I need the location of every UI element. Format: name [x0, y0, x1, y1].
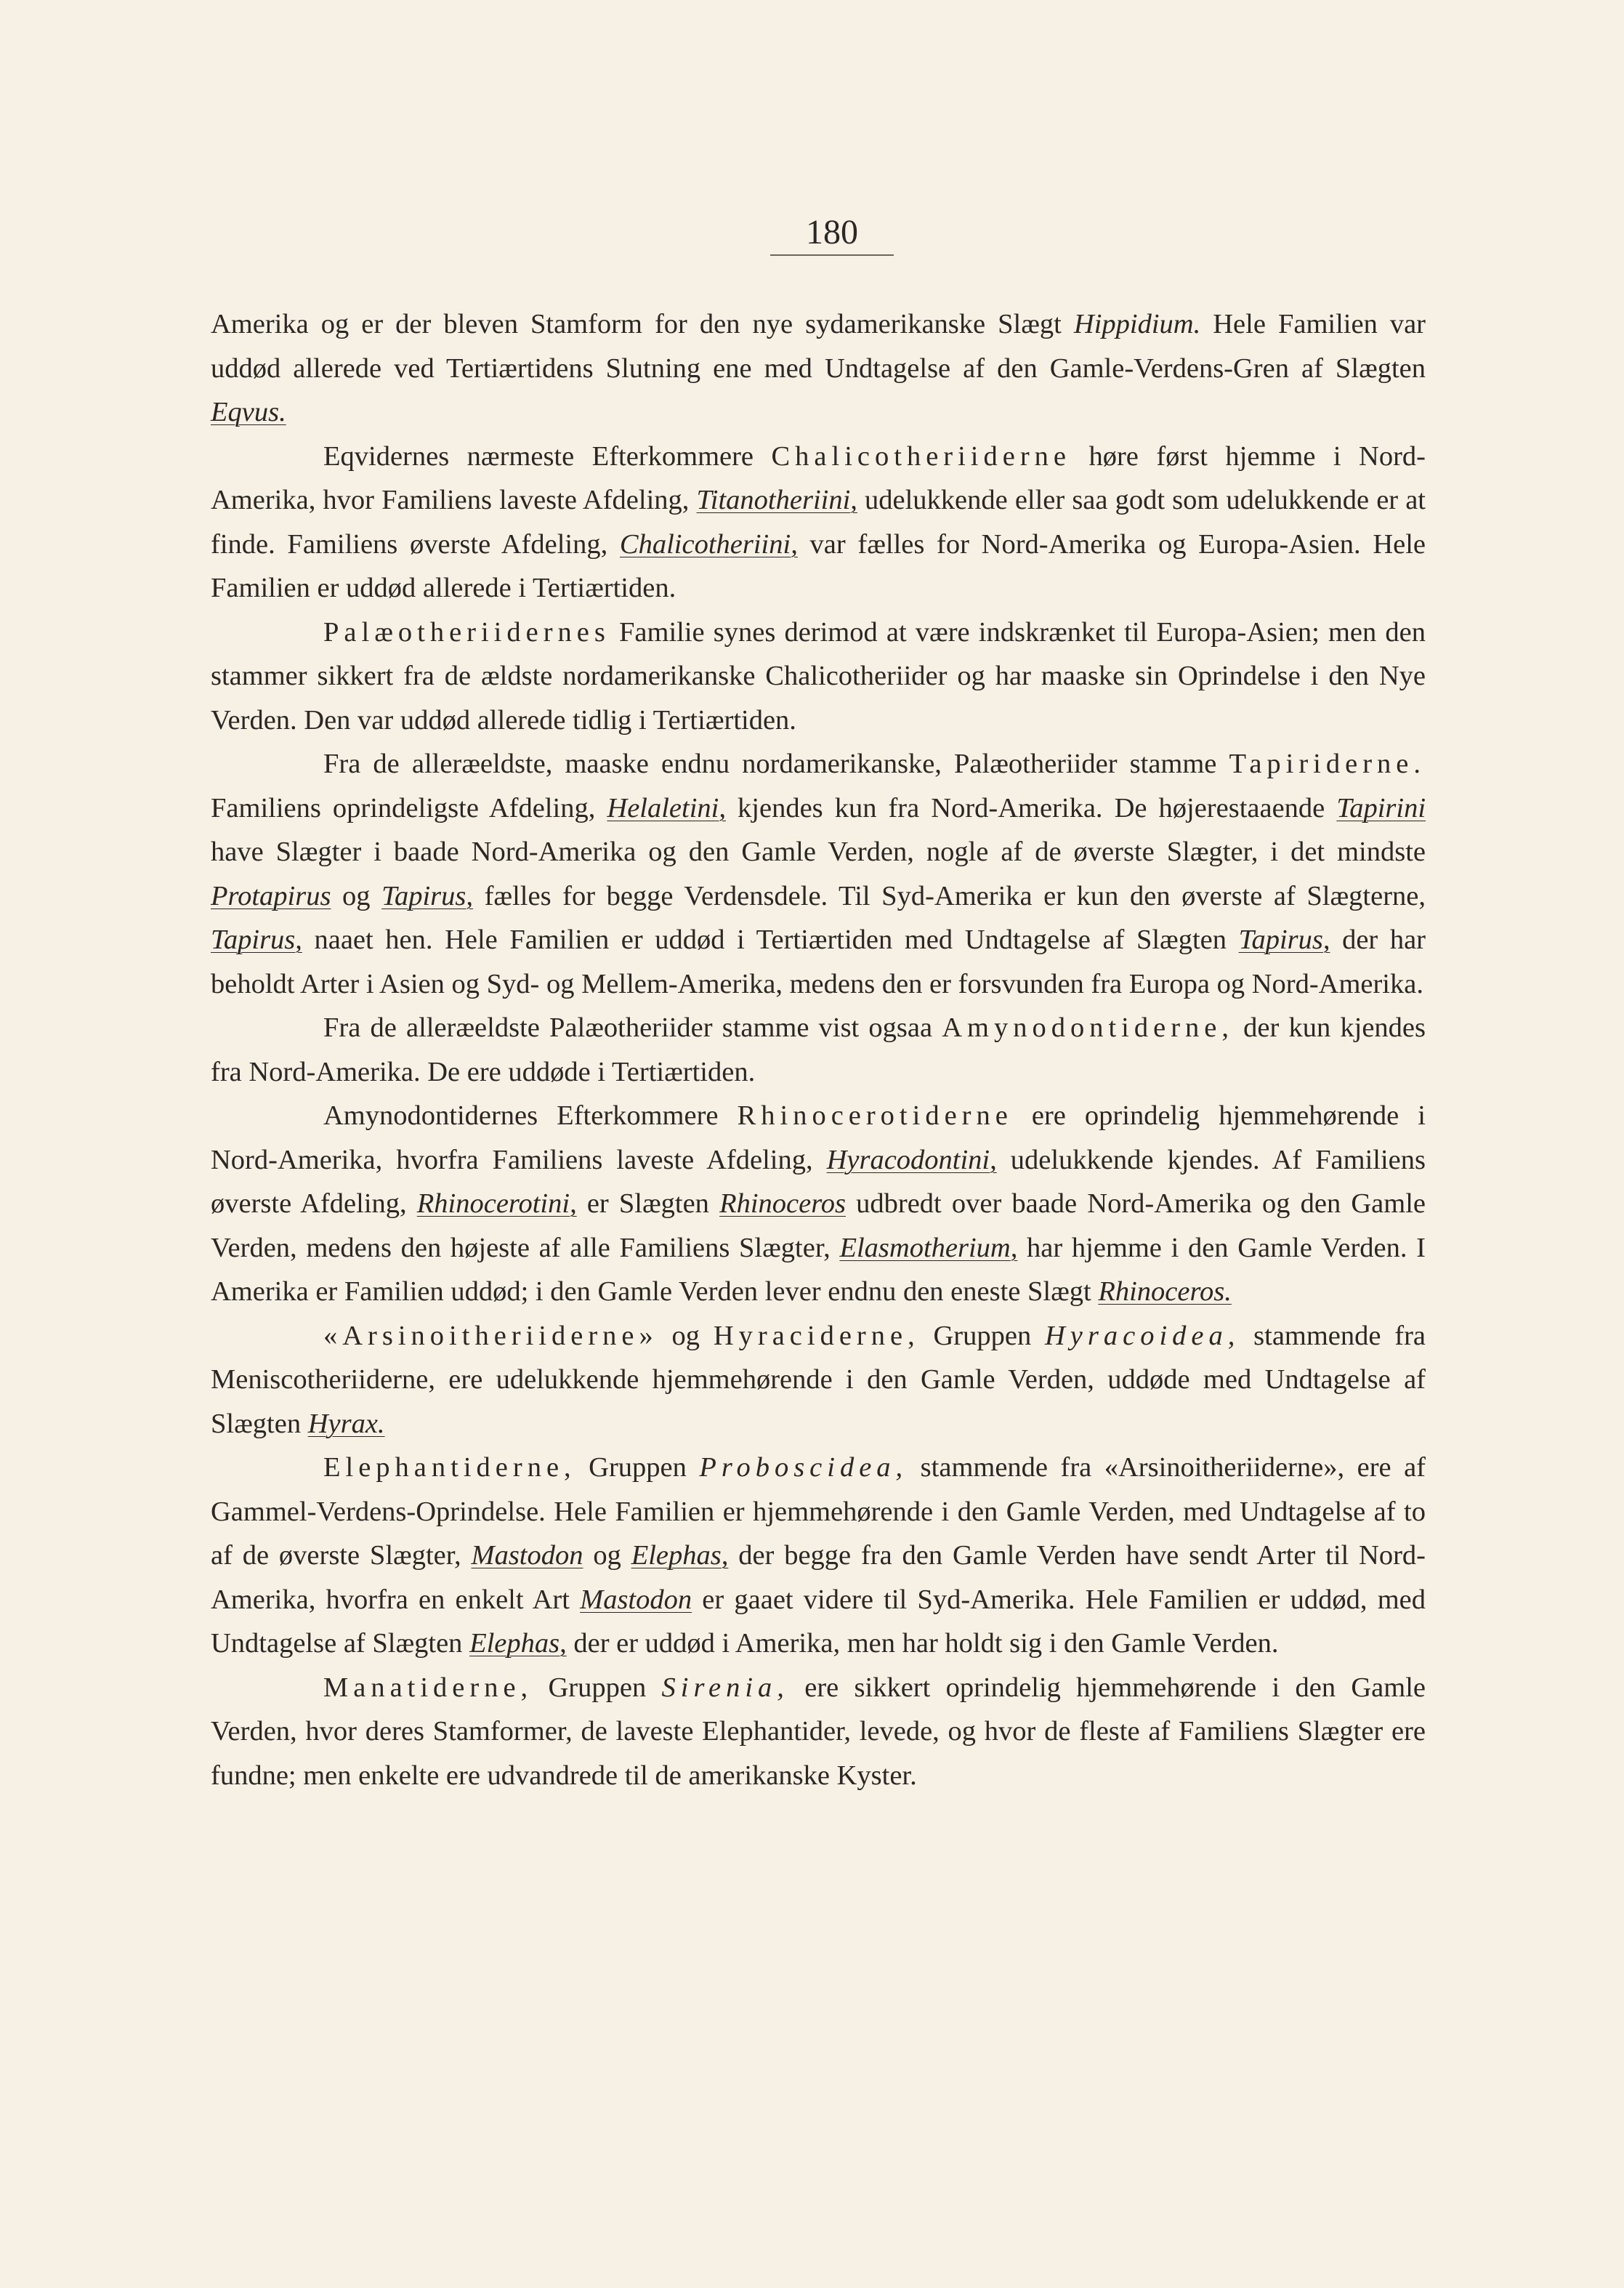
text-run: Fra de alleræeldste, maaske endnu nordamerikanske, Palæotheriider stamme — [323, 749, 1229, 779]
text-run: Gruppen — [919, 1320, 1045, 1351]
text-run: og — [658, 1320, 714, 1351]
styled-term: Chalicotheriiderne — [771, 440, 1071, 472]
paragraph — [211, 435, 1426, 611]
styled-term: Helaletini, — [607, 792, 726, 823]
styled-term: Elephas, — [631, 1540, 729, 1571]
text-run: stammende fra Meniscotheriiderne, ere udelukkende hjemmehørende i den Gamle Verden, uddøde med Undtagelse af Slægten — [211, 1320, 1426, 1439]
styled-term: Proboscidea, — [699, 1452, 908, 1483]
page-number: 180 — [806, 213, 858, 251]
text-run: der er uddød i Amerika, men har holdt sig i den Gamle Verden. — [566, 1628, 1279, 1659]
paragraph — [211, 1006, 1426, 1094]
text-run: har hjemme i den Gamle Verden. I Amerika er Familien uddød; i den Gamle Verden lever endnu den eneste Slægt — [211, 1232, 1426, 1307]
styled-term: Palæotheriidernes — [323, 616, 610, 648]
text-run: der har beholdt Arter i Asien og Syd- og Mellem-Amerika, medens den er forsvunden fra Europa og Nord-Amerika. — [211, 925, 1426, 999]
paragraph — [211, 742, 1426, 1006]
body-text — [211, 302, 1426, 1797]
page-number-rule — [770, 254, 894, 256]
styled-term: Tapirus, — [1238, 925, 1330, 955]
styled-term: Hyrax. — [307, 1408, 385, 1439]
styled-term: Rhinoceros — [719, 1188, 846, 1219]
text-run: naaet hen. Hele Familien er uddød i Tertiærtiden med Undtagelse af Slægten — [302, 925, 1239, 955]
text-run: stammende fra «Arsinoitheriiderne», ere af Gammel-Verdens-Oprindelse. Hele Familien er hjemmehørende i den Gamle Verden, med Undtagelse af to af de øverste Slægter, — [211, 1452, 1426, 1571]
text-run: Familiens oprindeligste Afdeling, — [211, 792, 607, 823]
styled-term: Mastodon — [471, 1540, 583, 1571]
text-run: er gaaet videre til Syd-Amerika. Hele Familien er uddød, med Undtagelse af Slægten — [211, 1584, 1426, 1659]
styled-term: Protapirus — [211, 880, 331, 911]
styled-term: Amynodontiderne, — [942, 1012, 1234, 1043]
paragraph — [211, 1314, 1426, 1446]
styled-term: Hippidium. — [1073, 309, 1201, 339]
styled-term: Elasmotherium, — [839, 1232, 1018, 1263]
paragraph — [211, 1094, 1426, 1314]
text-run: udelukkende eller saa godt som udelukkende er at finde. Familiens øverste Afdeling, — [211, 485, 1426, 560]
styled-term: Tapirus, — [381, 880, 474, 911]
styled-term: Elephas, — [469, 1628, 567, 1659]
text-run: var fælles for Nord-Amerika og Europa-Asien. Hele Familien er uddød allerede i Tertiærtiden. — [211, 528, 1426, 603]
text-run: Eqvidernes nærmeste Efterkommere — [323, 440, 772, 472]
text-run: ere oprindelig hjemmehørende i Nord-Amerika, hvorfra Familiens laveste Afdeling, — [211, 1100, 1426, 1175]
text-run: kjendes kun fra Nord-Amerika. De højerestaaende — [725, 792, 1337, 823]
text-run: fælles for begge Verdensdele. Til Syd-Amerika er kun den øverste af Slægterne, — [473, 880, 1426, 911]
styled-term: Mastodon — [580, 1584, 692, 1615]
styled-term: Chalicotheriini, — [619, 528, 798, 560]
text-run: Familie synes derimod at være indskrænket til Europa-Asien; men den stammer sikkert fra de ældste nordamerikanske Chalicotheriider og har maaske sin Oprindelse i den Nye Verden. Den var uddød allerede tidlig i Tertiærtiden. — [211, 616, 1426, 736]
text-run: og — [331, 880, 382, 911]
styled-term: Elephantiderne, — [323, 1452, 576, 1483]
paragraph — [211, 1666, 1426, 1798]
styled-term: Rhinocerotini, — [416, 1188, 577, 1219]
styled-term: Rhinocerotiderne — [737, 1100, 1013, 1131]
styled-term: Tapirini — [1336, 792, 1426, 823]
text-run: Amynodontidernes Efterkommere — [323, 1100, 738, 1131]
text-run: Gruppen — [533, 1672, 662, 1703]
text-run: udbredt over baade Nord-Amerika og den Gamle Verden, medens den højeste af alle Familiens Slægter, — [211, 1188, 1426, 1263]
styled-term: Eqvus. — [211, 397, 286, 427]
styled-term: Manatiderne, — [323, 1672, 533, 1703]
text-run: er Slægten — [576, 1188, 720, 1219]
paragraph — [211, 302, 1426, 435]
styled-term: Tapiriderne. — [1229, 749, 1426, 779]
styled-term: Hyracodontini, — [826, 1144, 997, 1175]
text-run: Amerika og er der bleven Stamform for den nye sydamerikanske Slægt — [211, 309, 1074, 339]
text-run: høre først hjemme i Nord-Amerika, hvor Familiens laveste Afdeling, — [211, 440, 1426, 515]
text-run: Hele Familien var uddød allerede ved Tertiærtidens Slutning ene med Undtagelse af den Gamle-Verdens-Gren af Slægten — [211, 309, 1426, 384]
styled-term: Tapirus, — [211, 925, 302, 955]
text-run: ere sikkert oprindelig hjemmehørende i den Gamle Verden, hvor deres Stamformer, de laveste Elephantider, levede, og hvor de fleste af Familiens Slægter ere fundne; men enkelte ere udvandrede til de amerikanske Kyster. — [211, 1672, 1426, 1791]
text-run: Gruppen — [575, 1452, 700, 1483]
paragraph — [211, 1446, 1426, 1666]
styled-term: Hyraciderne, — [713, 1320, 920, 1351]
text-run: udelukkende kjendes. Af Familiens øverste Afdeling, — [211, 1144, 1426, 1219]
styled-term: Sirenia, — [661, 1672, 789, 1703]
styled-term: Hyracoidea, — [1044, 1320, 1240, 1351]
styled-term: Rhinoceros. — [1098, 1276, 1232, 1307]
styled-term: «Arsinoitheriiderne» — [323, 1320, 658, 1351]
text-run: have Slægter i baade Nord-Amerika og den Gamle Verden, nogle af de øverste Slægter, i det mindste — [211, 837, 1426, 867]
text-run: der begge fra den Gamle Verden have sendt Arter til Nord-Amerika, hvorfra en enkelt Art — [211, 1540, 1426, 1615]
paragraph — [211, 611, 1426, 743]
text-run: Fra de alleræeldste Palæotheriider stamme vist ogsaa — [323, 1012, 942, 1043]
text-run: og — [583, 1540, 631, 1571]
styled-term: Titanotheriini, — [696, 485, 857, 515]
text-run: der kun kjendes fra Nord-Amerika. De ere uddøde i Tertiærtiden. — [211, 1012, 1426, 1087]
